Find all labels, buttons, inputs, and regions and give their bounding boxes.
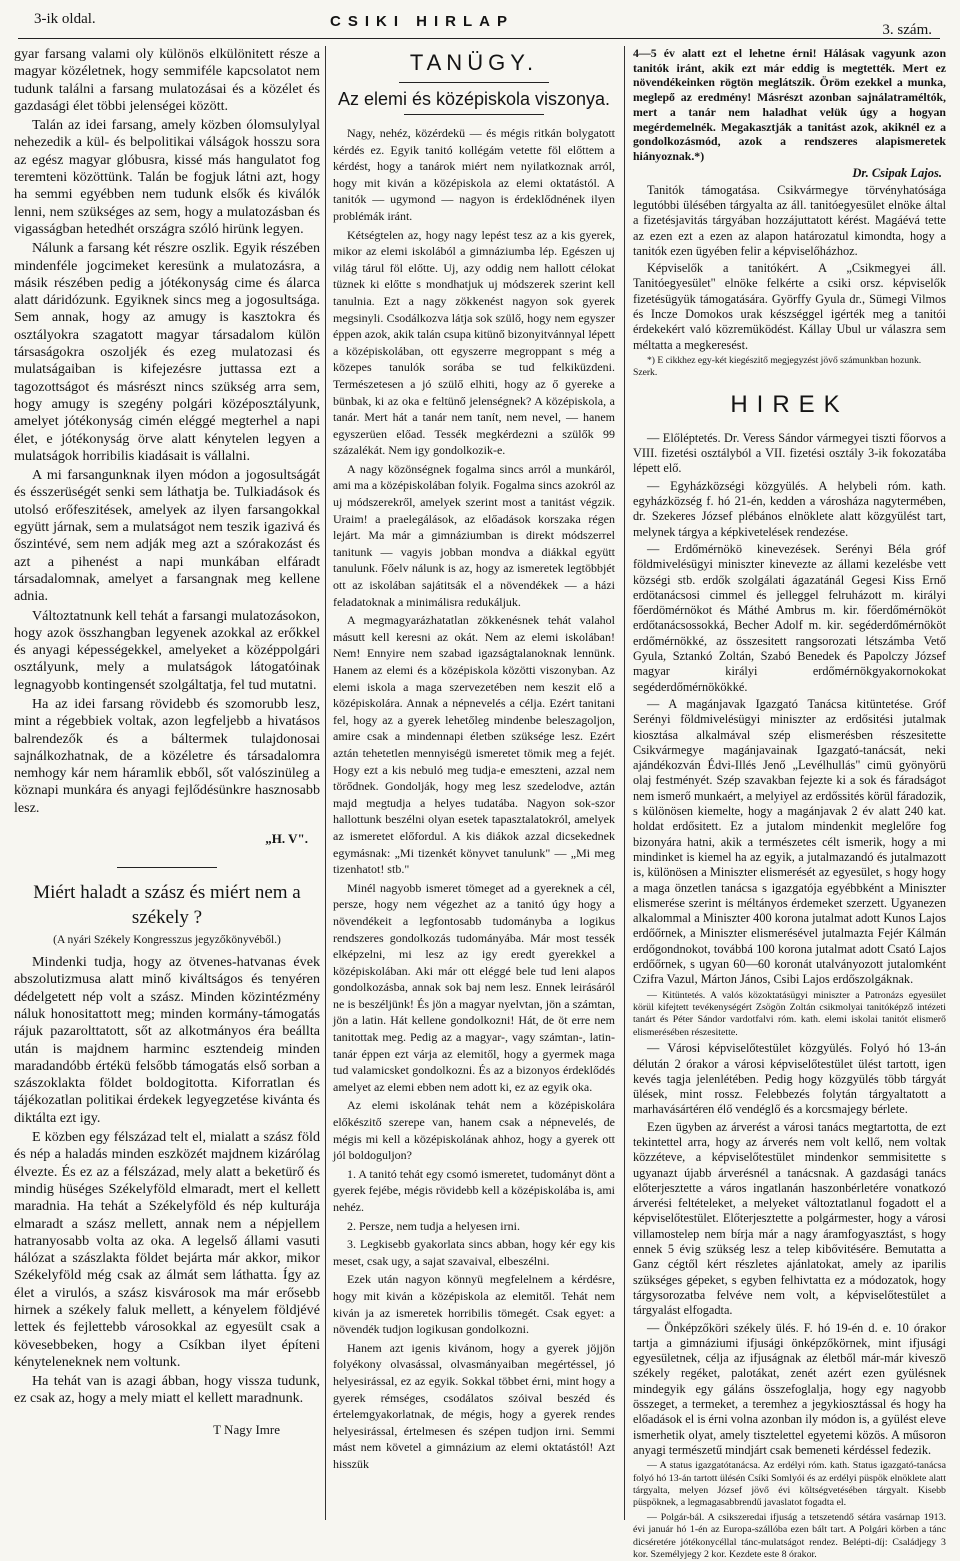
paragraph: gyar farsang valami oly különös elkülönitett része a magyar közéletnek, hogy semmiféle kapcsolatot nem tudunk találni a farsang mulatozásai és a közélet és gazdasági élet többi jelenségei között.	[14, 46, 320, 114]
column-right	[633, 46, 946, 1561]
section-title: TANÜGY.	[409, 50, 539, 75]
news-item: — Kitüntetés. A valós közoktatásügyi miniszter a Patronázs egyesület körül kifejtett tevékenységért Zsögön Zoltán csikmolyai tanitóképző intézeti tanárt és Péter Sándor vardotfalvi róm. kath. elemi iskolai tanitót elismerő elismerésében részesitette.	[633, 989, 946, 1038]
column-left	[14, 46, 320, 1540]
footnote: *) E cikkhez egy-két kiegészitő megjegyzést jövő számunkban hozunk. Szerk.	[633, 354, 922, 378]
paragraph: Hanem azt igenis kivánom, hogy a gyerek jöjjön folyékony olvasással, olvasmányaiban megértéssel, jó helyesirással, ez az egyik. Sokkal többet érni, mint hogy a gyerek rémséges, csodálatos szóival beszéd és értelemgyakorlatnak, de mégis, hogy a gyerek rendes helyesirással, értelmesen és szépen tudjon irni. Semmi mást nem követel a gimnázium az elemi oktatástól! Azt hisszük	[333, 1340, 615, 1471]
paragraph: Változtatnunk kell tehát a farsangi mulatozásokon, hogy azok összhangban legyenek azokkal az erőkkel és anyagi képességekkel, amelyeket a középpolgári osztályunk, mely a mulatságok látogatóinak legnagyobb kontingensét szolgáltatja, fel tud mutatni.	[14, 607, 320, 693]
paragraph: Minél nagyobb ismeret tömeget ad a gyereknek a cél, persze, hogy nem végezhet az a tanitó úgy hogy a növendékeit a legfontosabb tudományba a logikus rendszeres gondolkozás tudományába. Már most tessék elképzelni, mi lesz az igy eredt gyerekkel a középiskolában. Aki már ott eléggé bele tud leni alapos gondolkozásba, annak sok baj nem lesz. Ennek leirásáról ne is beszéljünk! És jön a magyar nyelvtan, jön a számtan, jön a latin. Hát kellene gondolkozni! Hát, de öt erre nem tanitottak meg. Pedig az a magyar-, vagy számtan-, latin-tanár éppen ezt várja az elemitől, hogy a gyermek maga tud valamicsket gondolkozni. És az a bizonyos érdeklődés amelyet az elemi ebben nem adott ki, ez az egyik oka.	[333, 880, 615, 1094]
paragraph: Nálunk a farsang két részre oszlik. Egyik részében mindenféle jogcimeket keresünk a mulatozásra, a másik részében pedig a jótékonyság cime és álarca alatt dáridózunk. Egyiknek sincs meg a jogosultsága. Sem annak, hogy az amugy is kasztokra és osztályokra szagatott magyar társadalom külön társaságokra oszoljék és ezeg mulatozasi és mulatságaiban is kifejezésre juttassa ezt a tagozottságot és másrészt nincs szükség arra sem, hogy amugy is szegény polgári középosztályunk, amelyet jótékonyság cimén eléggé megterhel a napi élet, e jótékonyság örve alatt kénytelen legyen a mulatságok horribilis kiadásait is vállalni.	[14, 240, 320, 464]
news-item: Képviselők a tanitókért. A „Csikmegyei áll. Tanitóegyesület" elnöke felkérte a csiki orsz. képviselők fizetésügyük támogatására. Györffy Gyula dr., Sümegi Vilmos és Incze Domokos urak készséggel igérték meg a tanitói érdekekért való közremüködést. Kállay Ubul ur válaszra sem méltatta a megkeresést.	[633, 261, 946, 352]
masthead-title: CSIKI HIRLAP	[330, 13, 515, 30]
news-item: Tanitók támogatása. Csikvármegye törvényhatósága legutóbbi ülésében tárgyalta az áll. tanitóegyesület elnöke által a fizetésjavitás tárgyában hozzájuttatott kérést. Magáévá tette az ezen ezt a ezen az alapon határozatul kimondta, hogy a tanitók ezen ügyében felir a képviselőházhoz.	[633, 182, 946, 258]
paragraph: A megmagyarázhatatlan zökkenésnek tehát valahol másutt kell keresni az okát. Nem az elemi iskolában! Nem! Ennyire nem szabad igazságtalanoknak lennünk. Hanem az elemi és a középiskola közötti viszonyban. Az elemi iskola a maga szervezetében nem keszit elő a középiskolára. Annak a népnevelés a célja. Ezért tanitani fel, hogy az a gyerek lehetőleg mindenbe beleszagoljon, amire csak a mindennapi életben szüksége lesz. Ezért aztán tehetetlen mennyiségü ismeretet tömik meg a fejét. Hogy ezt a kis nebuló meg tudja-e emeszteni, azzal nem törődnek. Gondolják, hogy meg lesz szedelodve, aztán majd megtudja a helyes tudatába. Nagyon sok-szor hallottunk beszélni olyan esetek tapasztalatokról, amelyek az ismeretet előfordul. A kis diákok azzal dicsekednek egymásnak: „Mi tizenkét könyvet tanulunk" — „Mi meg tizenhatot! stb."	[333, 613, 615, 877]
paragraph: Az elemi iskolának tehát nem a középiskolára előkészitő szerepe van, hanem csak a népnevelés, de mégis mi kell a középiskolának ahhoz, hogy a gyerek ott jól boldoguljon?	[333, 1098, 615, 1163]
paragraph: E közben egy félszázad telt el, mialatt a szász föld és nép a haladás minden eszközét majdnem kizárólag élvezte. És ez az a félszázad, mely alatt a beketürő és mindig hüséges Székelyföld elmaradt, mert el kellett maradnia. Ha tehát a Székelyföld és nép kulturája elmaradt a szász mellett, annak nem a népjellem hatranyosabb volta az oka. A legelső állami vasuti hálózat a szászlakta földet bejárta már akkor, mikor Székelyföld még csak az álmát sem láthatta. Így az élet a virulós, a szász kisvárosok ma már erősebb hirnek a székely faluk mellett, a kényelem földjévé lettek és fejlettebb városokkal az egyesült csak a kövesebbeken, hogy a Csíkban ilyet építeni kényteleneknek nem voltunk.	[14, 1129, 320, 1370]
news-item: — A magánjavak Igazgató Tanácsa kitüntetése. Gróf Serényi földmivelésügyi miniszter az erdősitési jutalmak kiosztása alkalmával szép elismerésben részesitette Csikvármegye magánjavainak Igazgató-tanácsát, neki ajándékozván Édvi-Illés Jenő „Levélhullás" cimü gyönyörü olaj festményét. Szép szavakban fejezte ki a sok és fáradságot nem ismerő munkaért, a melyiyel az erdőssités körül fáradozik, s különösen kiemelte, hogy a magánjavak 2 év alatt 240 kat. holdat erdősitett. Ez a jutalom mindenkit meglelőre fog bizonyára hatni, akik a természetes célt ismerik, hogy a mi mindinket is kiemel ha az egyik, a jutalmazandó és jutalmazott is, különösen a Miniszter elismerését az egyesület, s hogy hogy a maga önzetlen tanácsa s igazgatója egyébbként a Miniszter elismerése szerint is méltányos érdemeket szerzett. Ugyanezen alkalommal a Miniszter 400 korona jutalmat adott Kunos Lajos erdőőrnek, a Miniszter elismerésével jutalmazta Fejér Kálmán erdőgondnokot, továbbá 100 korona jutalmat adott Csató Lajos erdőőrnek, s ugyan 60—60 koronát utalványozott jutalomként Czifra Vazul, Márton János, Csibi Lajos erdőszolgáknak.	[633, 696, 946, 987]
article-continuation	[633, 46, 946, 164]
column-divider-2	[624, 46, 625, 1520]
paragraph: 1. A tanitó tehát egy csomó ismeretet, tudományt dönt a gyerek fejébe, mégis rövidebb kell a középiskolába is, ami nehéz.	[333, 1166, 615, 1214]
news-item: — Polgár-bál. A csikszeredai ifjuság a tetszetendő sétára vasárnap 1913. évi január hó 1-én az Europa-szállóba ezen bált tart. A Polgári körben a tánc dicséretére jótékonycéllal tánc-mulatságot rendez. Belépti-díj: Családjegy 3 kor. Személyjegy 2 kor. Kezdete este 8 órakor.	[633, 1511, 946, 1561]
paragraph: Nagy, nehéz, közérdekü — és mégis ritkán bolygatott kérdés ez. Egyik tanitó kollégám vetette föl előttem a kérdést, hogy a tanárok miért nem nyilatkoznak arról, hogy mit kiván a középiskola az elemi oktatástól. A tanitók — ugymond — nagyon is érdeklődnének ilyen problémák iránt.	[333, 126, 615, 223]
paragraph: Mindenki tudja, hogy az ötvenes-hatvanas évek abszolutizmusa alatt minő kiváltságos és tenyéren dédelgetett nép volt a szász. Minden közintézmény náluk honositattott meg; minden kormány-támogatás rájuk pazarolttatott, sőt az alkotmányos éra beállta után is majdnem harminc esztendeig minden maradandóbb értékü felsőbb támogatás első sorban a szászoklakta földet boldogitotta. Kiforratlan és tájékozatlan politikai érdekek legyegzetése kivánta és diktálta ezt igy.	[14, 954, 320, 1126]
paragraph: 3. Legkisebb gyakorlata sincs abban, hogy kér egy kis meset, csak ugy, a sajat szavaival, elbeszélni.	[333, 1237, 615, 1268]
news-item: — Városi képviselőtestület közgyülés. Folyó hó 13-án délután 2 órakor a városi képviselőtestület ülést tartott, igen kevés tagja jelenlétében. Pedig hogy közgyülés több tárgyát ülések, mint rossz. Felebbezés folytán tárgyaltatott a marhavásártéren élő vendéglő és a korcsmajegy bérlete.	[633, 1041, 946, 1117]
column-divider-1	[325, 46, 326, 1520]
paragraph: A nagy közönségnek fogalma sincs arról a munkáról, ami ma a középiskolában folyik. Fogalma sincs azokról az uj módszerekről, amelyek szerint most a tanitást végzik. Uraim! a praelegálások, az előadások korszaka régen lejárt. Ma már a gimnáziumban is direkt módszerrel tanitunk — vagyis jobban mondva a diákkal együtt tanulunk. Főelv nálunk is az, hogy az ismeretek legtöbbjét ott az iskolában sajátitsák el a növendékek — a házi feladatoknak a minimálisra redukáljuk.	[333, 461, 615, 609]
paragraph: Ezek után nagyon könnyü megfelelnem a kérdésre, hogy mit kiván a középiskola az elemitől. Tehát nem kiván ja az ismeretek horribilis tömegét. Csak egyet: a növendék tudjon logikusan gondolkozni.	[333, 1272, 615, 1337]
article-title: Az elemi és középiskola viszonya.	[337, 89, 611, 109]
paragraph: 2. Persze, nem tudja a helyesen irni.	[347, 1218, 520, 1233]
article-signature: „H. V".	[265, 831, 308, 847]
issue-number: 3. szám.	[882, 22, 932, 38]
news-item: — Előléptetés. Dr. Veress Sándor vármegyei tiszti főorvos a VIII. fizetési osztályból a VII. fizetési osztály 3-ik fokozatába lépett elő.	[633, 430, 946, 476]
article-separator	[117, 867, 217, 868]
news-item: — Erdőmérnökö kinevezések. Serényi Béla gróf földmivelésügyi miniszter kinevezte az állami kezelésbe vett községi stb. erdők szolgálati ágazatánál Gegesi Kiss Ernő erdötanácsosi cimmel és jelleggel felruházott m. királyi főerdömérnökot és Máthé Ambrus m. kir. főerdőmérnököt erdőtanácsossokká, Becher Adolf m. kir. segéderdőmérnököt erdőmérnökké, az összesitett rangsorozati létszámba Vető Gyula, Sztankó Zoltán, Szabó Benedek és Papolczy József magyar királyi erdőmérnökgyakornokokat segéderdőmérnökökké.	[633, 541, 946, 694]
section-rule	[399, 82, 549, 83]
news-item: — A status igazgatótanácsa. Az erdélyi róm. kath. Status igazgató-tanácsa folyó hó 13-án tartott ülésén Csíki Somlyói és az erdélyi püspök elnöklete alatt tárgyalta, melyen József jövő évi költségvetésében tárgyalt. Kisebb püspöknek, a legmagasabbrendű javaslatot fogadta el.	[633, 1460, 946, 1509]
article-author: T Nagy Imre	[213, 1421, 280, 1437]
paragraph: Ha az idei farsang rövidebb és szomorubb lesz, mint a régebbiek voltak, azon legfeljebb a hivatásos balrendezők és a báltermek tulajdonosai sajnálkozhatnak, de a közéletre és társadalomra nemhogy kár nem háramlik ebből, sőt valószinüleg a köznapi munkára és anyagi fejlődésünkre hasznosabb lesz.	[14, 695, 320, 816]
paragraph: 4—5 év alatt ezt el lehetne érni! Hálásak vagyunk azon tanitók iránt, akik ezt már eddig is megtették. Mert ez növendékeinken rögtön meglátszik. Öröm ezekkel a munka, meglepő az eredmény! Másrészt azonban sajnálatraméltók, mert a tanár nem haladhat velük úgy a hogyan megérdemelnék. Megakasztják a tanitást azok, akiknél ez a gondolkozásmód, azok a rendszeres alapismeretek hiányoznak.*)	[633, 46, 946, 163]
small-print-item	[633, 990, 946, 1040]
article-title: Miért haladt a szász és miért nem a székely ?	[33, 882, 301, 929]
title-rule	[404, 114, 544, 115]
news-item: — Egyházközségi közgyülés. A helybeli róm. kath. egyházközség f. hó 21-én, kedden a városháza nagytermében, dr. Szekeres József plébános elnöklete alatt közgyülést tart, melynek tárgya a képkivetelések rendezése.	[633, 478, 946, 539]
paragraph: Kétségtelen az, hogy nagy lepést tesz az a kis gyerek, mikor az elemi iskolából a gimnáziumba lép. Egészen uj világ tárul föl előtte. Uj, azy oddig nem hallott célokat tüznek ki előtte s mondhatjuk uj módszerek szerint kell tanulnia. Ezt a nagy zökkenést nagyon sok gyerek megsinyli. Csodálkozva látja sok szülő, hogy nem egyszer éppen azok, akik talán csupa kitünő bizonyitvánnyal lépett a középiskolában, ott egyszerre megroppant s még a közepes tanulók sorába se tud felkiküzdeni. Természetesen a jó szülő elhiti, hogy az ő gyereke a bünbak, ki az oka e feltünő jelenségnek? A középiskola, a tanár. Mert hát a tanár nem tanít, nem nevel, — hanem egyszerüen előad. Tessék megkérdezni a szülők 99 százalékát. Nem igy gondolkozik-e.	[333, 227, 615, 458]
paragraph: Ha tehát van is azagi ábban, hogy vissza tudunk, ez csak az, hogy a mely miatt el kellett maradnunk.	[14, 1373, 320, 1407]
paragraph: Talán az idei farsang, amely közben ólomsulylyal nehezedik a kül- és belpolitikai válságok hosszu sora az egész magyar glóbusra, kissé más hangulatot fog teremteni közöttünk. Talán be fogjuk látni azt, hogy ha semmi egyébben nem tudunk elsők és kiválók lenni, nem szükséges az sem, hogy a mulatozásban és vigasságban hetedhét országra szóló hirünk legyen.	[14, 117, 320, 237]
small-print-item	[633, 1460, 946, 1561]
page-number: 3-ik oldal.	[34, 11, 96, 27]
column-middle	[333, 46, 615, 1540]
paragraph: A mi farsangunknak ilyen módon a jogosultságát és ésszerüségét senki sem láthatja be. Tulkiadások és utolsó erőfeszitések, amelyek az ilyen farsangokkal együtt járnak, sem a mulatságot nem teszik igazivá és őszintévé, sem nem adják meg azt a szórakozást és azt a pihenést a napi munkában elfáradt társadalomnak, amelyet a farsangnak meg kellene adnia.	[14, 467, 320, 605]
news-item: — Önképzőköri székely ülés. F. hó 19-én d. e. 10 órakor tartja a gimnáziumi ifjusági önképzőkörnek, mint ifjusági egyesületnek, célja az ifjuságnak az életből már-már kiveszö székely regéket, palotákat, zenét azért ezen gyülésnek mindegyik egy gáláns összefoglalja, hogy egy nagyobb összeget, a termeket, a teremhez a jegykiosztással és hogy ha előadások el is érni volna azonban ily módon is, a gyülést eleve ismerhetik olyat, amely tisztelettel egyetemi közös. A műsoron anyagi természetű mindjárt csak bemeneti kérdéssel fedezik.	[633, 1320, 946, 1457]
news-item: Ezen ügyben az árverést a városi tanács megtartotta, de ezt tekintettel arra, hogy az árverés nem volt kellő, nem voltak közzéteve, a képviselőtestület mindenkor semmisitette s ugyanazt újabb árverésnél a tanácsnak. A gazdasági tanács előterjesztette a város ingatlanán haszonbérletére vonatkozó árverési feltételeket, a melyeket változtatlanul fogadott el a képviselőtestület. Előterjesztette a polgármester, hogy a városi villamostelep nem bírja már a nagy áramfogyasztást, s hogy ennek 5 évig szükség lesz a telep kibővitésére. Bemutatta a Ganz cégtől kért részletes ajánlatokat, amely az iparilis szükséges gépeket, s egyben felhivtatta ez a módozatok, hogy tárgysorozatba felvéve nem volt, a képviselőtestület a tárgyalást elfogadta.	[633, 1119, 946, 1318]
page-header	[0, 0, 960, 42]
header-rule	[18, 38, 940, 39]
article-subtitle: (A nyári Székely Kongresszus jegyzőkönyvéből.)	[53, 934, 281, 947]
section-title: HIREK	[730, 390, 849, 418]
article-signature: Dr. Csipak Lajos.	[852, 165, 942, 180]
